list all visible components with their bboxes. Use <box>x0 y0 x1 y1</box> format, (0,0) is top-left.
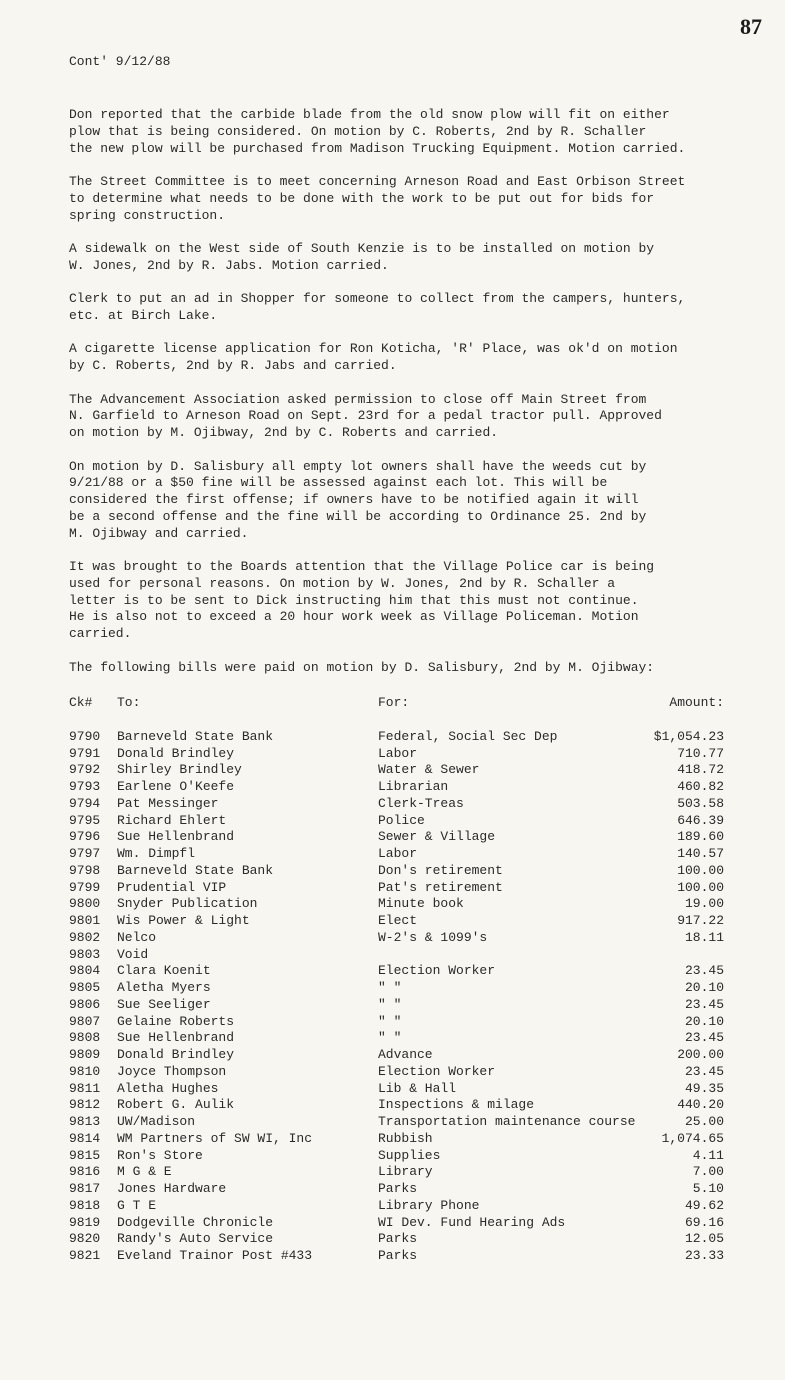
table-row <box>69 813 729 830</box>
bill-payee: Aletha Myers <box>117 980 211 995</box>
paragraph-shopper-ad: Clerk to put an ad in Shopper for someone to collect from the campers, hunters, etc. at Birch Lake. <box>69 291 686 323</box>
bill-purpose: Sewer & Village <box>378 829 496 845</box>
bill-payee: Clara Koenit <box>117 963 211 979</box>
bill-payee: Richard Ehlert <box>117 812 227 828</box>
bill-amount: 19.00 <box>684 896 724 912</box>
bill-payee: Void <box>117 946 149 962</box>
table-row <box>69 1198 729 1215</box>
bill-purpose: " " <box>378 996 402 1012</box>
bill-payee: Gelaine Roberts <box>117 1013 235 1029</box>
bill-ck: 9793 <box>69 779 101 794</box>
bill-amount: 18.11 <box>684 929 724 945</box>
bill-purpose: Transportation maintenance course <box>378 1114 636 1129</box>
bill-amount: 100.00 <box>677 862 724 878</box>
table-row <box>69 729 729 746</box>
table-row <box>69 829 729 846</box>
bill-ck: 9820 <box>69 1231 101 1247</box>
bill-ck: 9797 <box>69 846 101 861</box>
bill-amount: 917.22 <box>677 913 724 928</box>
bill-amount: 440.20 <box>677 1097 724 1113</box>
paragraph-cigarette-license: A cigarette license application for Ron Koticha, 'R' Place, was ok'd on motion by C. Roberts, 2nd by R. Jabs and carried. <box>69 341 678 374</box>
bill-ck: 9813 <box>69 1114 101 1129</box>
paragraph-street-committee: The Street Committee is to meet concerning Arneson Road and East Orbison Street to determine what needs to be done with the work to be put out for bids for spring construction. <box>69 173 686 223</box>
paragraph-bills-intro: The following bills were paid on motion by D. Salisbury, 2nd by M. Ojibway: <box>69 659 655 675</box>
bill-ck: 9807 <box>69 1013 101 1029</box>
bill-amount: 189.60 <box>677 829 724 845</box>
bill-payee: Earlene O'Keefe <box>117 779 235 794</box>
header-ck: Ck# <box>69 695 93 710</box>
bill-purpose: Federal, Social Sec Dep <box>378 728 558 744</box>
bill-payee: Sue Seeliger <box>117 996 211 1012</box>
table-row <box>69 796 729 813</box>
table-row <box>69 1181 729 1198</box>
bill-payee: Sue Hellenbrand <box>117 829 235 845</box>
bill-purpose: Police <box>378 812 425 828</box>
table-row <box>69 1148 729 1165</box>
table-row <box>69 930 729 947</box>
bills-header-row <box>69 695 729 712</box>
table-row <box>69 1248 729 1265</box>
table-row <box>69 1081 729 1098</box>
bill-purpose: Parks <box>378 1231 418 1247</box>
bill-purpose: W-2's & 1099's <box>378 929 488 945</box>
bill-payee: Shirley Brindley <box>117 762 242 778</box>
bill-amount: 20.10 <box>684 1013 724 1029</box>
bill-purpose: " " <box>378 1013 402 1029</box>
bill-purpose <box>378 947 649 964</box>
bill-amount: 460.82 <box>677 779 724 794</box>
bill-payee: Robert G. Aulik <box>117 1097 235 1113</box>
table-row <box>69 980 729 997</box>
bill-purpose: Parks <box>378 1181 418 1196</box>
bill-amount: 646.39 <box>677 812 724 828</box>
table-row <box>69 997 729 1014</box>
table-row <box>69 1097 729 1114</box>
table-row <box>69 762 729 779</box>
bill-amount: 140.57 <box>677 846 724 861</box>
bill-ck: 9814 <box>69 1130 101 1146</box>
bill-purpose: Librarian <box>378 779 449 794</box>
bill-payee: Nelco <box>117 929 157 945</box>
table-row <box>69 1164 729 1181</box>
bill-payee: WM Partners of SW WI, Inc <box>117 1130 313 1146</box>
bill-ck: 9800 <box>69 896 101 912</box>
bill-payee: Pat Messinger <box>117 795 219 811</box>
bill-payee: Wm. Dimpfl <box>117 846 196 861</box>
bill-ck: 9809 <box>69 1047 101 1062</box>
bill-purpose: Election Worker <box>378 963 496 979</box>
bill-purpose: Library Phone <box>378 1197 480 1213</box>
bill-amount: 23.45 <box>684 1063 724 1079</box>
bill-purpose: Lib & Hall <box>378 1080 457 1096</box>
table-row <box>69 746 729 763</box>
continuation-date: Cont' 9/12/88 <box>69 54 171 69</box>
paragraph-empty-lots: On motion by D. Salisbury all empty lot owners shall have the weeds cut by 9/21/88 or a $50 fine will be assessed against each lot. This will be considered the first offense; if owners have to be notified again it will be a second offense and the fine will be according to Ordinance 25. 2nd by M. Ojibway and carried. <box>69 458 647 541</box>
table-row <box>69 913 729 930</box>
bill-ck: 9804 <box>69 963 101 979</box>
bill-amount: 49.35 <box>684 1080 724 1096</box>
bill-ck: 9812 <box>69 1097 101 1113</box>
table-row <box>69 1047 729 1064</box>
bill-ck: 9799 <box>69 879 101 895</box>
bill-purpose: Parks <box>378 1248 418 1263</box>
bill-ck: 9815 <box>69 1147 101 1163</box>
bill-amount: 200.00 <box>677 1047 724 1062</box>
bills-table <box>69 695 729 1265</box>
bill-purpose: Inspections & milage <box>378 1097 535 1113</box>
bill-amount: 4.11 <box>692 1147 724 1163</box>
page-number: 87 <box>740 14 762 39</box>
header-to: To: <box>117 695 141 710</box>
bill-ck: 9792 <box>69 762 101 778</box>
bill-ck: 9795 <box>69 812 101 828</box>
bill-purpose: Advance <box>378 1047 433 1062</box>
table-row <box>69 863 729 880</box>
table-row <box>69 846 729 863</box>
bill-payee: Eveland Trainor Post #433 <box>117 1248 313 1263</box>
bill-payee: Prudential VIP <box>117 879 227 895</box>
bill-amount <box>649 947 724 964</box>
bill-amount: 23.33 <box>684 1248 724 1263</box>
bill-payee: Snyder Publication <box>117 896 258 912</box>
paragraph-advancement-association: The Advancement Association asked permission to close off Main Street from N. Garfield to Arneson Road on Sept. 23rd for a pedal tractor pull. Approved on motion by M. Ojibway, 2nd by C. Roberts and carried. <box>69 391 662 441</box>
bill-payee: Jones Hardware <box>117 1181 227 1196</box>
bill-purpose: Minute book <box>378 896 464 912</box>
bill-ck: 9817 <box>69 1181 101 1196</box>
bill-payee: Donald Brindley <box>117 1047 235 1062</box>
bill-amount: 23.45 <box>684 963 724 979</box>
table-row <box>69 1114 729 1131</box>
bill-payee: Donald Brindley <box>117 745 235 761</box>
bill-purpose: " " <box>378 1030 402 1046</box>
bill-purpose: Election Worker <box>378 1063 496 1079</box>
bill-ck: 9810 <box>69 1063 101 1079</box>
table-row <box>69 1131 729 1148</box>
bill-ck: 9796 <box>69 829 101 845</box>
bill-ck: 9802 <box>69 929 101 945</box>
paragraph-police-car: It was brought to the Boards attention that the Village Police car is being used for personal reasons. On motion by W. Jones, 2nd by R. Schaller a letter is to be sent to Dick instructing him that this must not continue. He is also not to exceed a 20 hour work week as Village Policeman. Motion carried. <box>69 559 655 642</box>
table-row <box>69 1064 729 1081</box>
bill-amount: 5.10 <box>692 1181 724 1196</box>
bill-ck: 9805 <box>69 980 101 995</box>
bill-ck: 9790 <box>69 728 101 744</box>
bill-payee: Barneveld State Bank <box>117 862 274 878</box>
table-row <box>69 963 729 980</box>
bill-purpose: " " <box>378 980 402 995</box>
paragraph-sidewalk: A sidewalk on the West side of South Kenzie is to be installed on motion by W. Jones, 2nd by R. Jabs. Motion carried. <box>69 240 655 273</box>
bill-payee: M G & E <box>117 1164 172 1180</box>
bill-purpose: Clerk-Treas <box>378 795 464 811</box>
bill-rows <box>69 729 729 1265</box>
bill-payee: Sue Hellenbrand <box>117 1030 235 1046</box>
bill-purpose: Labor <box>378 745 418 761</box>
bill-ck: 9808 <box>69 1030 101 1046</box>
bill-ck: 9811 <box>69 1080 101 1096</box>
bill-purpose: Library <box>378 1164 433 1180</box>
bill-payee: Wis Power & Light <box>117 913 250 928</box>
bill-payee: Dodgeville Chronicle <box>117 1214 274 1230</box>
bill-payee: Barneveld State Bank <box>117 728 274 744</box>
bill-ck: 9818 <box>69 1197 101 1213</box>
bill-ck: 9806 <box>69 996 101 1012</box>
bill-ck: 9798 <box>69 862 101 878</box>
bill-amount: 100.00 <box>677 879 724 895</box>
bill-purpose: Don's retirement <box>378 862 503 878</box>
bill-amount: 710.77 <box>677 745 724 761</box>
bill-payee: Joyce Thompson <box>117 1063 227 1079</box>
bill-ck: 9821 <box>69 1248 101 1263</box>
bill-purpose: Elect <box>378 913 418 928</box>
bill-payee: G T E <box>117 1197 157 1213</box>
table-row <box>69 779 729 796</box>
table-row <box>69 880 729 897</box>
bill-amount: 23.45 <box>684 1030 724 1046</box>
bill-amount: 418.72 <box>677 762 724 778</box>
bill-ck: 9803 <box>69 946 101 962</box>
bill-amount: 25.00 <box>684 1114 724 1129</box>
bill-amount: 69.16 <box>684 1214 724 1230</box>
bill-purpose: Pat's retirement <box>378 879 503 895</box>
bill-purpose: WI Dev. Fund Hearing Ads <box>378 1214 566 1230</box>
paragraph-snow-plow: Don reported that the carbide blade from the old snow plow will fit on either plow that is being considered. On motion by C. Roberts, 2nd by R. Schaller the new plow will be purchased from Madison Trucking Equipment. Motion carried. <box>69 107 686 156</box>
minutes-body <box>69 107 759 693</box>
bill-amount: 12.05 <box>684 1231 724 1247</box>
bill-purpose: Labor <box>378 846 418 861</box>
bill-ck: 9794 <box>69 795 101 811</box>
bill-payee: UW/Madison <box>117 1114 196 1129</box>
table-row <box>69 1231 729 1248</box>
bill-amount: 20.10 <box>684 980 724 995</box>
header-amount: Amount: <box>669 695 724 710</box>
bill-purpose: Supplies <box>378 1147 441 1163</box>
bill-ck: 9816 <box>69 1164 101 1180</box>
bill-amount: $1,054.23 <box>653 728 724 744</box>
bill-ck: 9791 <box>69 745 101 761</box>
bill-payee: Randy's Auto Service <box>117 1231 274 1247</box>
table-row <box>69 1014 729 1031</box>
table-row <box>69 1030 729 1047</box>
bill-amount: 23.45 <box>684 996 724 1012</box>
bill-payee: Aletha Hughes <box>117 1080 219 1096</box>
bill-amount: 1,074.65 <box>661 1130 724 1146</box>
table-row <box>69 896 729 913</box>
bill-ck: 9819 <box>69 1214 101 1230</box>
header-for: For: <box>378 695 410 710</box>
bill-purpose: Rubbish <box>378 1130 433 1146</box>
table-row <box>69 947 729 964</box>
bill-amount: 7.00 <box>692 1164 724 1180</box>
bill-ck: 9801 <box>69 913 101 928</box>
table-row <box>69 1215 729 1232</box>
bill-payee: Ron's Store <box>117 1147 203 1163</box>
bill-purpose: Water & Sewer <box>378 762 480 778</box>
bill-amount: 503.58 <box>677 795 724 811</box>
bill-amount: 49.62 <box>684 1197 724 1213</box>
